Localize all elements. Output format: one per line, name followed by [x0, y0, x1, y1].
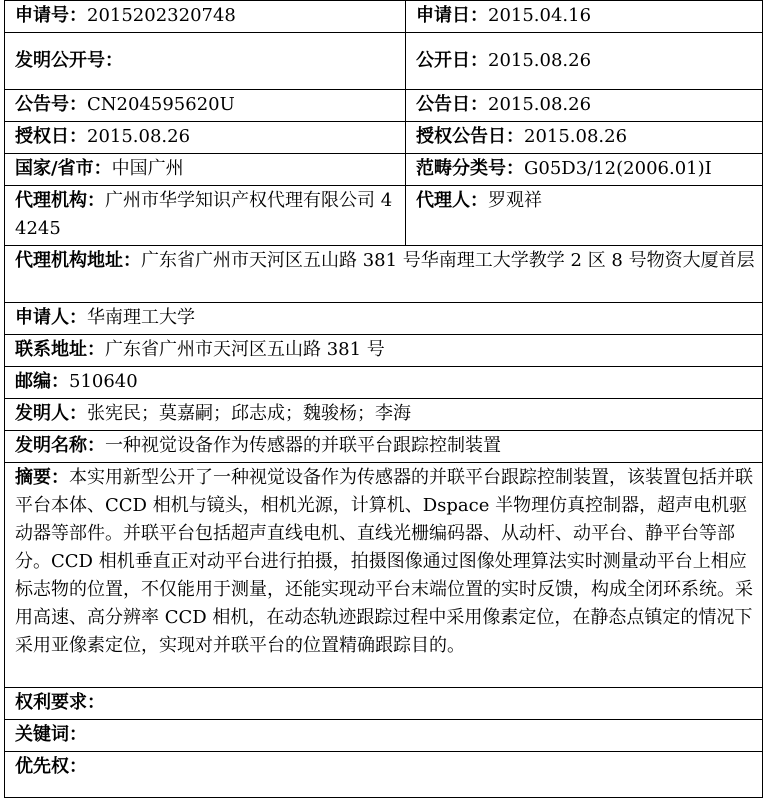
value-application-date: 2015.04.16 [488, 5, 592, 26]
cell-inventors [5, 399, 763, 431]
cell-country [5, 154, 406, 186]
row-notice [5, 90, 763, 122]
patent-record-table [4, 0, 763, 798]
value-publication-date: 2015.08.26 [488, 49, 592, 71]
row-application [5, 1, 763, 33]
cell-application-date [406, 1, 763, 33]
cell-notice-date [406, 90, 763, 122]
label-inventors: 发明人： [15, 403, 87, 424]
label-priority: 优先权： [15, 756, 87, 777]
value-application-number: 2015202320748 [87, 5, 236, 26]
label-publication-date: 公开日： [416, 49, 488, 71]
value-agency-address: 广东省广州市天河区五山路 381 号华南理工大学教学 2 区 8 号物资大厦首层 [141, 250, 755, 271]
value-inventors: 张宪民；莫嘉嗣；邱志成；魏骏杨；李海 [87, 403, 411, 424]
row-applicant [5, 303, 763, 335]
label-claims: 权利要求： [15, 692, 105, 713]
label-notice-number: 公告号： [15, 94, 87, 115]
row-inventors [5, 399, 763, 431]
label-notice-date: 公告日： [416, 94, 488, 115]
cell-grant-notice-date [406, 122, 763, 154]
label-agency-address: 代理机构地址： [15, 250, 141, 271]
value-postcode: 510640 [69, 371, 138, 392]
cell-agent [406, 186, 763, 246]
label-grant-notice-date: 授权公告日： [416, 126, 524, 147]
cell-agency [5, 186, 406, 246]
label-classification: 范畴分类号： [416, 158, 524, 179]
cell-keywords [5, 720, 763, 752]
cell-agency-address [5, 246, 763, 303]
value-notice-number: CN204595620U [87, 94, 235, 115]
label-abstract: 摘要： [15, 467, 69, 488]
cell-notice-number [5, 90, 406, 122]
cell-grant-date [5, 122, 406, 154]
label-agency: 代理机构： [15, 190, 105, 211]
cell-classification [406, 154, 763, 186]
cell-applicant [5, 303, 763, 335]
label-application-number: 申请号： [15, 5, 87, 26]
cell-title [5, 431, 763, 463]
cell-priority [5, 752, 763, 798]
value-applicant: 华南理工大学 [87, 307, 195, 328]
row-claims [5, 688, 763, 720]
row-country [5, 154, 763, 186]
row-grant [5, 122, 763, 154]
label-postcode: 邮编： [15, 371, 69, 392]
cell-contact-address [5, 335, 763, 367]
row-title [5, 431, 763, 463]
cell-publication-date [406, 33, 763, 90]
label-agent: 代理人： [416, 190, 488, 211]
row-keywords [5, 720, 763, 752]
value-grant-notice-date: 2015.08.26 [524, 126, 628, 147]
value-notice-date: 2015.08.26 [488, 94, 592, 115]
cell-abstract [5, 463, 763, 688]
label-title: 发明名称： [15, 435, 105, 456]
row-publication [5, 33, 763, 90]
value-contact-address: 广东省广州市天河区五山路 381 号 [105, 339, 385, 360]
row-contact-address [5, 335, 763, 367]
value-country: 中国广州 [111, 158, 184, 179]
value-abstract: 本实用新型公开了一种视觉设备作为传感器的并联平台跟踪控制装置，该装置包括并联平台本体、CCD 相机与镜头，相机光源，计算机、Dspace 半物理仿真控制器，超声电机驱动器等部件。并联平台包括超声直线电机、直线光栅编码器、从动杆、动平台、静平台等部分。CCD 相机垂直正对动平台进行拍摄，拍摄图像通过图像处理算法实时测量动平台上相应标志物的位置，不仅能用于测量，还能实现动平台末端位置的实时反馈，构成全闭环系统。采用高速、高分辨率 CCD 相机，在动态轨迹跟踪过程中采用像素定位，在静态点镇定的情况下采用亚像素定位，实现对并联平台的位置精确跟踪目的。 [15, 467, 753, 656]
row-agency-address [5, 246, 763, 303]
row-abstract [5, 463, 763, 688]
cell-claims [5, 688, 763, 720]
label-grant-date: 授权日： [15, 126, 87, 147]
cell-postcode [5, 367, 763, 399]
value-title: 一种视觉设备作为传感器的并联平台跟踪控制装置 [105, 435, 501, 456]
value-classification: G05D3/12(2006.01)I [524, 158, 712, 179]
row-postcode [5, 367, 763, 399]
row-agency [5, 186, 763, 246]
value-agent: 罗观祥 [488, 190, 542, 211]
row-priority [5, 752, 763, 798]
cell-application-number [5, 1, 406, 33]
label-country: 国家/省市： [15, 158, 112, 179]
label-keywords: 关键词： [15, 724, 87, 745]
label-publication-number: 发明公开号： [15, 49, 123, 71]
label-contact-address: 联系地址： [15, 339, 105, 360]
value-grant-date: 2015.08.26 [87, 126, 191, 147]
cell-publication-number [5, 33, 406, 90]
value-agency: 广州市华学知识产权代理有限公司 44245 [15, 190, 393, 239]
label-applicant: 申请人： [15, 307, 87, 328]
label-application-date: 申请日： [416, 5, 488, 26]
